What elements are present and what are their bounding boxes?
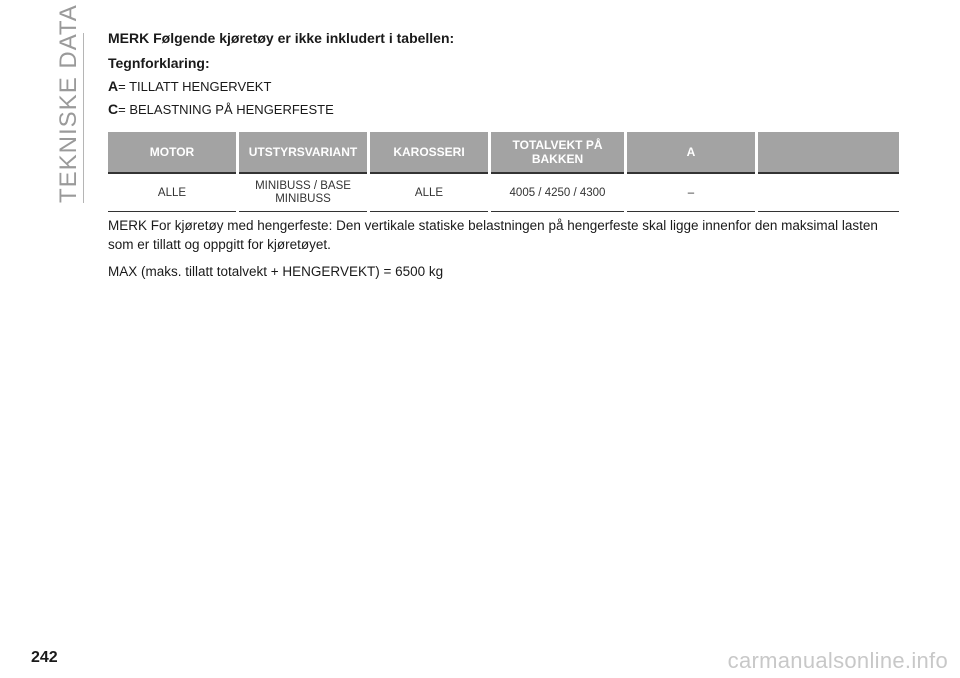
header-motor: MOTOR	[108, 132, 236, 174]
note-text: MERK For kjøretøy med hengerfeste: Den vertikale statiske belastningen på hengerfeste skal ligge innenfor den maksimal lasten som er tillatt og oppgitt for kjøretøyet.	[108, 218, 878, 252]
table-header-row	[108, 132, 899, 174]
header-empty	[758, 132, 899, 174]
watermark: carmanualsonline.info	[727, 648, 948, 673]
cell-utstyrsvariant: MINIBUSS / BASE MINIBUSS	[239, 174, 367, 212]
note-heading: MERK Følgende kjøretøy er ikke inkludert i tabellen:	[108, 30, 455, 46]
legend-item-a	[108, 78, 905, 95]
legend-text: = BELASTNING PÅ HENGERFESTE	[118, 102, 334, 117]
weights-table	[105, 132, 902, 212]
header-a: A	[627, 132, 755, 174]
header-totalvekt: TOTALVEKT PÅ BAKKEN	[491, 132, 624, 174]
page-content	[108, 30, 905, 289]
page-number: 242	[31, 649, 58, 666]
legend-key: A	[108, 78, 119, 94]
legend-key: C	[108, 101, 119, 117]
cell-totalvekt: 4005 / 4250 / 4300	[491, 174, 624, 212]
legend-heading: Tegnforklaring:	[108, 55, 210, 71]
header-karosseri: KAROSSERI	[370, 132, 488, 174]
cell-empty	[758, 174, 899, 212]
section-title: TEKNISKE DATA	[55, 4, 82, 203]
section-divider	[83, 33, 84, 203]
cell-karosseri: ALLE	[370, 174, 488, 212]
cell-motor: ALLE	[108, 174, 236, 212]
legend-text: = TILLATT HENGERVEKT	[118, 79, 272, 94]
cell-a: –	[627, 174, 755, 212]
header-utstyrsvariant: UTSTYRSVARIANT	[239, 132, 367, 174]
legend-item-c	[108, 101, 905, 118]
max-text: MAX (maks. tillatt totalvekt + HENGERVEKT) = 6500 kg	[108, 264, 444, 279]
table-row	[108, 174, 899, 212]
